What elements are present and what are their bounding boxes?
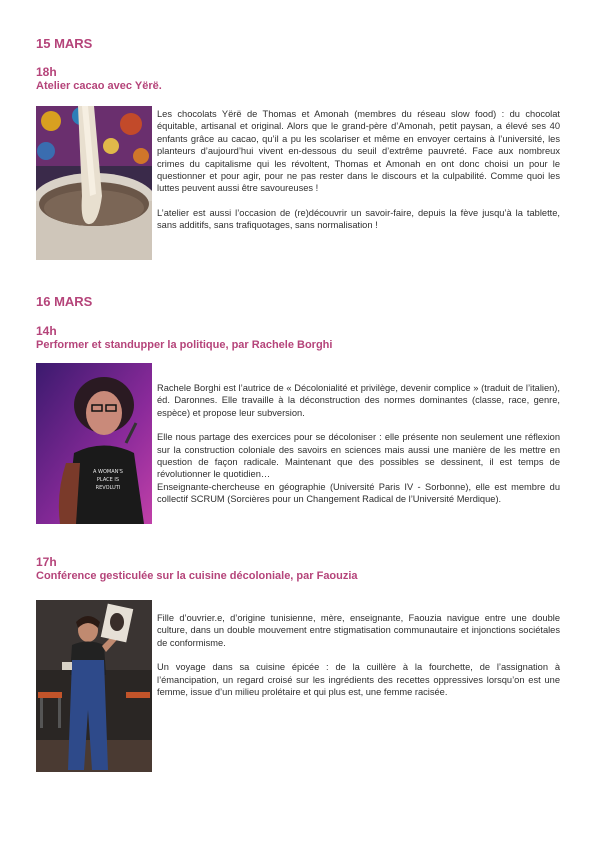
event-time-17h: 17h <box>36 555 57 569</box>
faouzia-photo <box>36 600 152 772</box>
day-heading-16-mars: 16 MARS <box>36 294 93 309</box>
event-title-faouzia: Conférence gesticulée sur la cuisine décoloniale, par Faouzia <box>36 570 358 582</box>
paragraph: Enseignante-chercheuse en géographie (Université Paris IV - Sorbonne), elle est membre du collectif SCRUM (Sorcières pour un Changement Radical de l’Université Merdique). <box>157 481 560 505</box>
svg-text:REVOLUTI: REVOLUTI <box>95 485 121 491</box>
svg-text:PLACE IS: PLACE IS <box>96 477 120 483</box>
paragraph: Rachele Borghi est l’autrice de « Décolonialité et privilège, devenir complice » (traduit de l’italien), éd. Daronnes. Elle travaille à la déconstruction des normes dominantes (classe, race, genre, espèce) et propose leur subversion. <box>157 383 560 418</box>
event-time-18h: 18h <box>36 65 57 79</box>
cacao-workshop-photo <box>36 106 152 260</box>
day-heading-15-mars: 15 MARS <box>36 36 93 51</box>
shirt-text: A WOMAN'S <box>93 469 123 475</box>
event-time-14h: 14h <box>36 324 57 338</box>
paragraph: Fille d’ouvrier.e, d’origine tunisienne, mère, enseignante, Faouzia navigue entre une double culture, dans un double mouvement entre stigmatisation communautaire et injonctions sociétales de conformisme. <box>157 613 560 648</box>
rachele-borghi-photo <box>36 363 152 524</box>
event-description-faouzia <box>157 612 560 710</box>
event-description-atelier-cacao <box>157 108 560 244</box>
event-title-atelier-cacao: Atelier cacao avec Yërë. <box>36 80 162 92</box>
event-title-rachele-borghi: Performer et standupper la politique, par Rachele Borghi <box>36 339 333 351</box>
paragraph: L’atelier est aussi l’occasion de (re)découvrir un savoir-faire, depuis la fève jusqu’à la tablette, sans additifs, sans trafiquotages, sans normalisation ! <box>157 207 560 231</box>
paragraph: Un voyage dans sa cuisine épicée : de la cuillère à la fourchette, de l’assignation à l’émancipation, un regard croisé sur les ingrédients des recettes oppressives lorsqu’on est une femme, issue d’un milieu prolétaire et qui plus est, une femme racisée. <box>157 662 560 698</box>
event-description-rachele-borghi <box>157 382 560 506</box>
paragraph: Elle nous partage des exercices pour se décoloniser : elle présente non seulement une réflexion sur la construction coloniale des savoirs en sciences mais aussi une manière de les mettre en question de façon radicale. Maintenant que des possibles se dessinent, il est temps de révolutionner le quotidien… <box>157 432 560 480</box>
paragraph: Les chocolats Yërë de Thomas et Amonah (membres du réseau slow food) : du chocolat équitable, artisanal et original. Alors que le grand-père d’Amonah, petit paysan, a élevé ses 40 enfants grâce au cacao, qu’il a pu les scolariser et même en envoyer certains à l’université, les planteurs d’aujourd’hui vivent en-dessous du seuil d’extrême pauvreté. Face aux nombreux crimes du capitalisme qui les révoltent, Thomas et Amonah en ont donc choisi un pour le questionner et pour agir, pour ne pas rester dans le discours et la culpabilité. Comme quoi les luttes peuvent aussi être savoureuses ! <box>157 109 560 194</box>
